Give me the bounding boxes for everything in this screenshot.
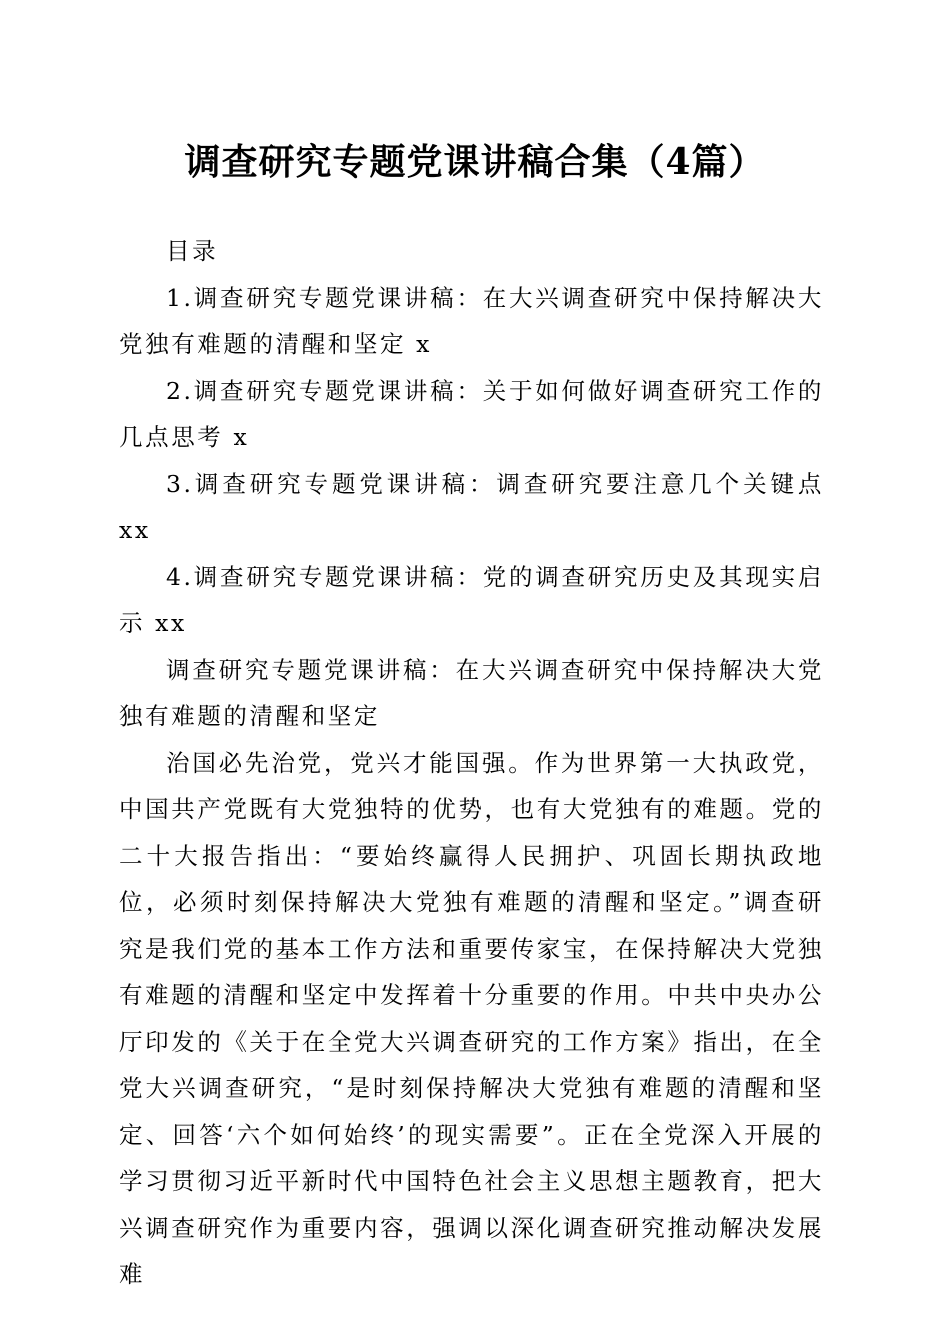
document-body [119, 228, 824, 1298]
toc-item-2: 2.调查研究专题党课讲稿：关于如何做好调查研究工作的几点思考 x [119, 376, 824, 451]
toc-item-1: 1.调查研究专题党课讲稿：在大兴调查研究中保持解决大党独有难题的清醒和坚定 x [119, 283, 824, 358]
body-paragraph: 治国必先治党，党兴才能国强。作为世界第一大执政党，中国共产党既有大党独特的优势，也有大党独有的难题。党的二十大报告指出：“要始终赢得人民拥护、巩固长期执政地位，必须时刻保持解决大党独有难题的清醒和坚定。”调查研究是我们党的基本工作方法和重要传家宝，在保持解决大党独有难题的清醒和坚定中发挥着十分重要的作用。中共中央办公厅印发的《关于在全党大兴调查研究的工作方案》指出，在全党大兴调查研究，“是时刻保持解决大党独有难题的清醒和坚定、回答‘六个如何始终’的现实需要”。正在全党深入开展的学习贯彻习近平新时代中国特色社会主义思想主题教育，把大兴调查研究作为重要内容，强调以深化调查研究推动解决发展难 [119, 748, 824, 1288]
document-title: 调查研究专题党课讲稿合集（4篇） [184, 141, 766, 183]
toc-heading: 目录 [166, 237, 219, 265]
toc-item-3: 3.调查研究专题党课讲稿：调查研究要注意几个关键点 xx [119, 469, 824, 544]
toc-item-4: 4.调查研究专题党课讲稿：党的调查研究历史及其现实启示 xx [119, 562, 824, 637]
section-title: 调查研究专题党课讲稿：在大兴调查研究中保持解决大党独有难题的清醒和坚定 [119, 655, 824, 730]
